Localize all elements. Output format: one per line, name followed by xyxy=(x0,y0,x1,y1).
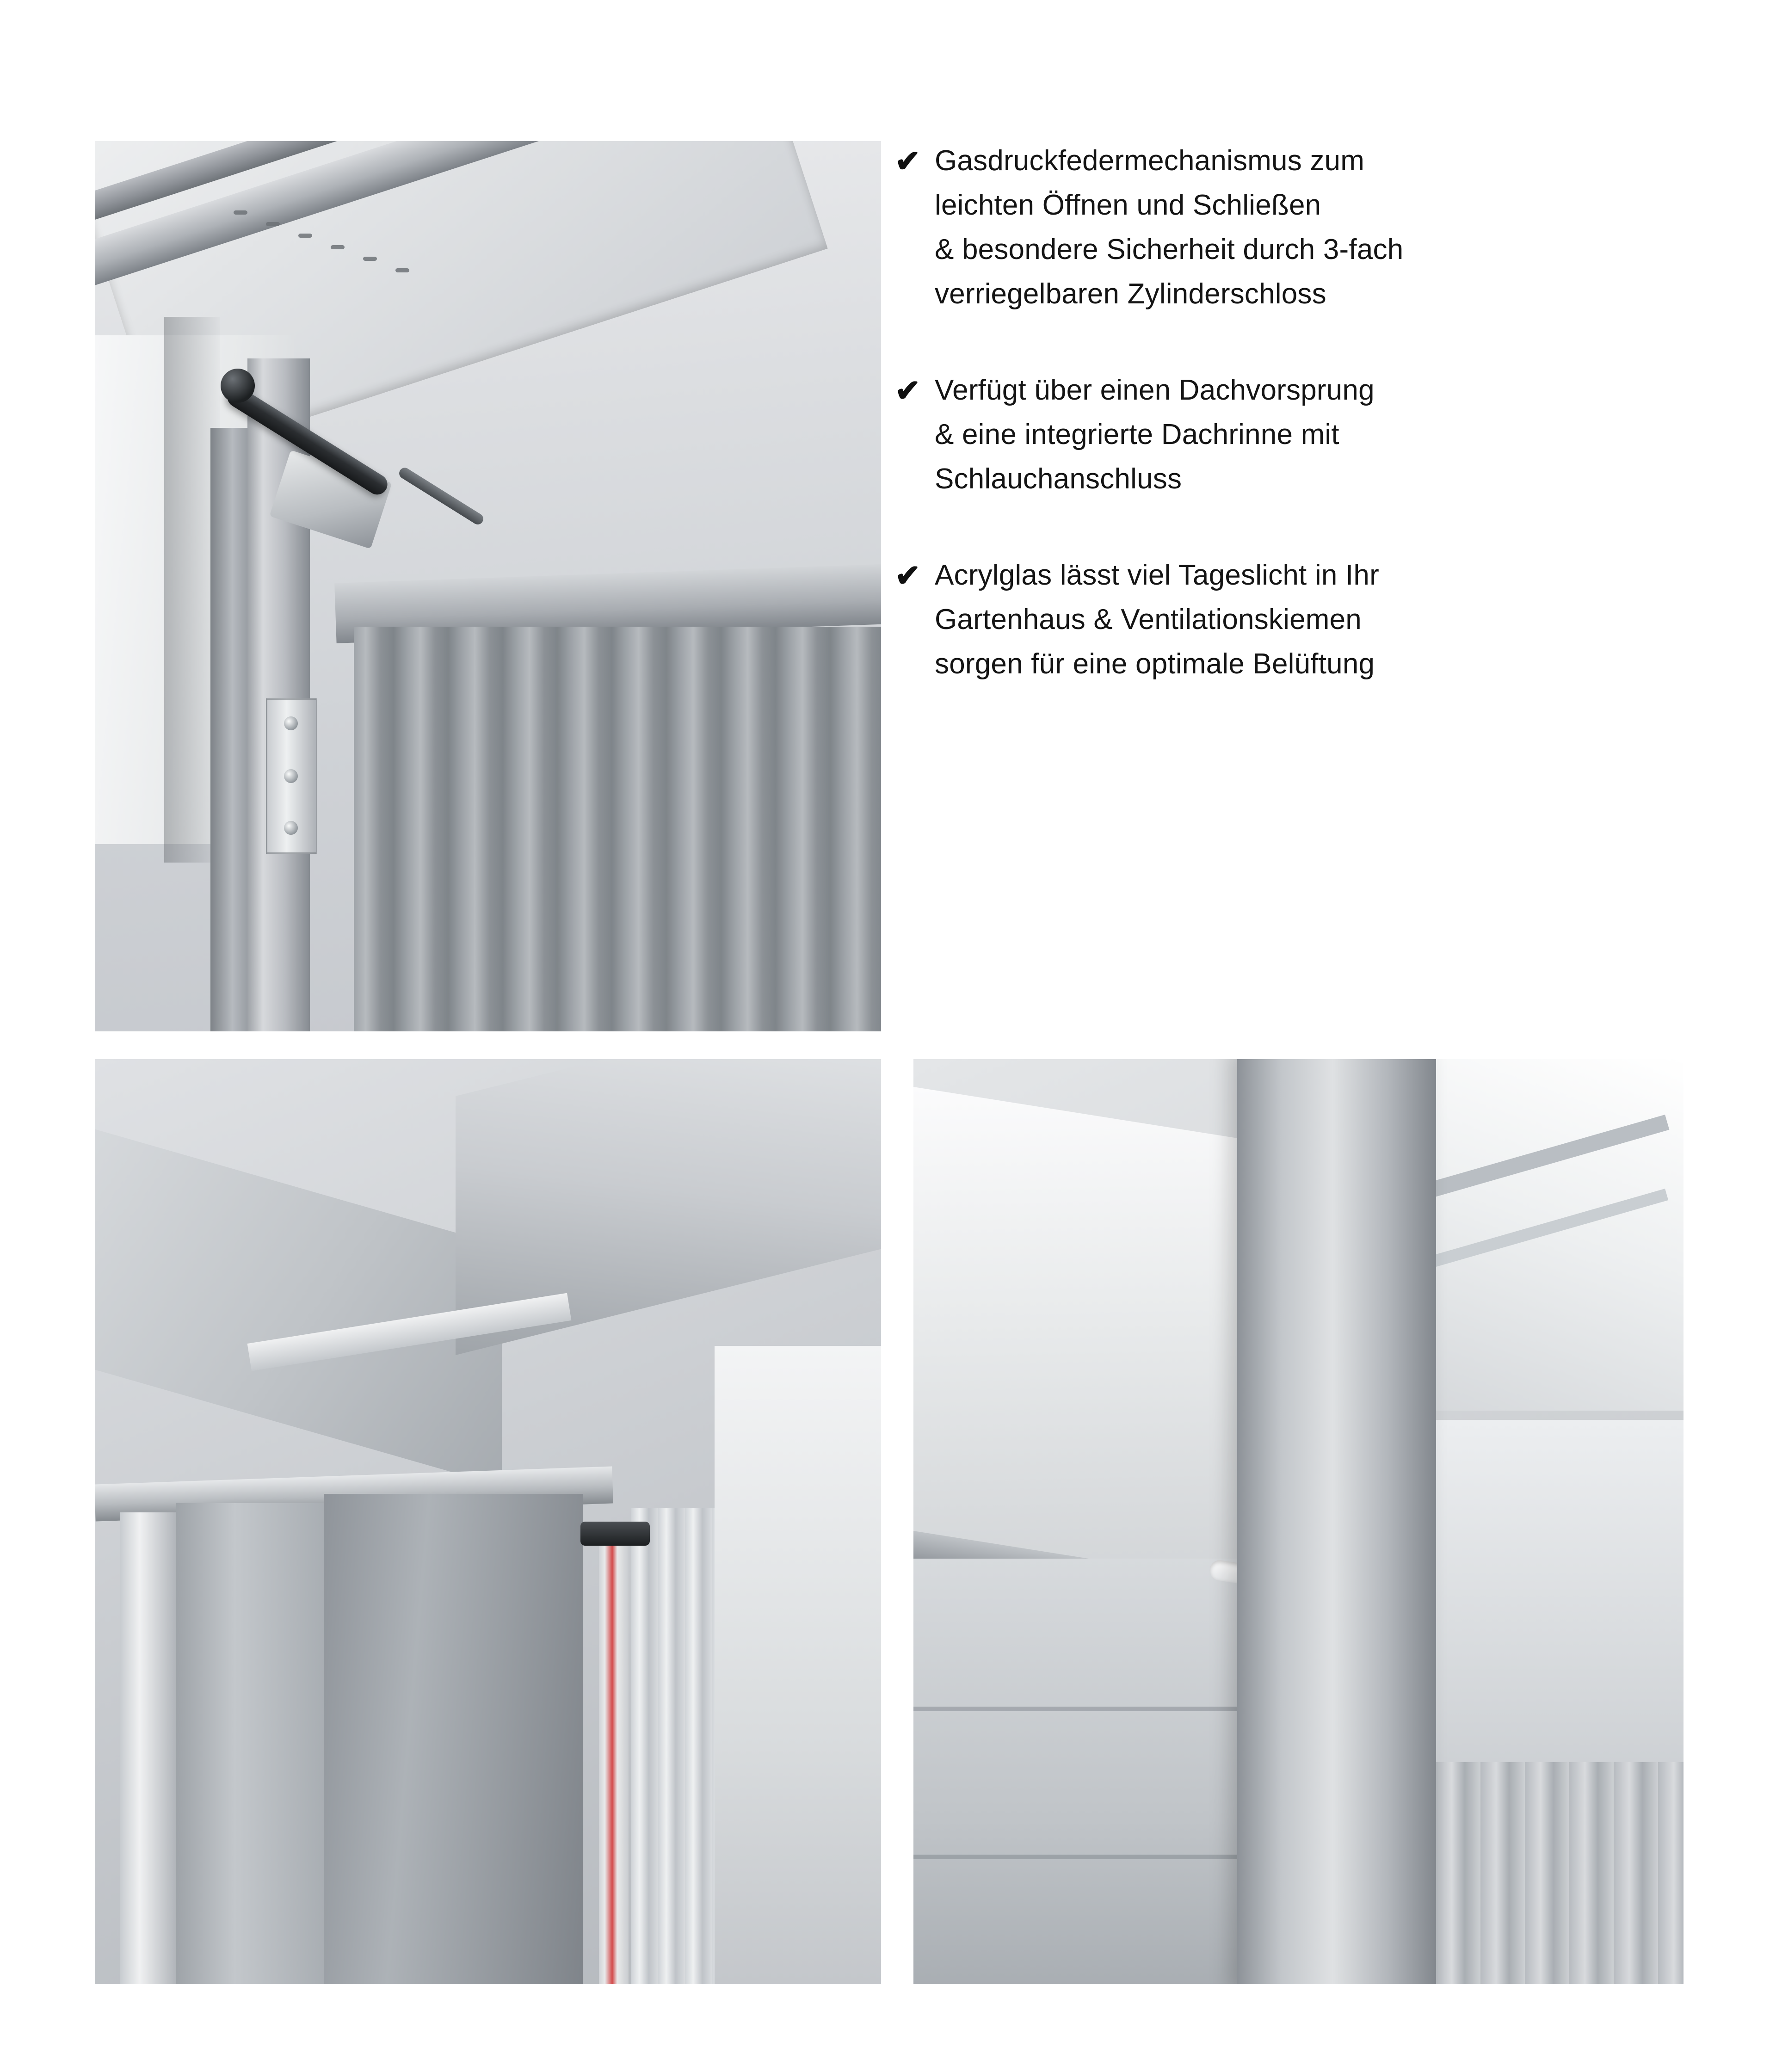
feature-item-text xyxy=(935,139,1709,316)
lower-wall-shape xyxy=(913,1559,1246,1984)
roof-corner-cable-detail-photo xyxy=(95,1059,881,1984)
feature-line: Gasdruckfedermechanismus zum xyxy=(935,145,1365,177)
roof-slope-left-shape xyxy=(95,1124,502,1486)
roof-perforation-shape xyxy=(331,245,345,249)
roof-perforation-shape xyxy=(363,257,377,261)
wall-seam-shape xyxy=(913,1855,1246,1859)
feature-item-acrylic-glass-ventilation xyxy=(895,553,1709,686)
feature-item-gas-spring-lock xyxy=(895,139,1709,316)
cable-shape xyxy=(599,1540,629,1984)
feature-item-roof-overhang-gutter xyxy=(895,368,1709,501)
photo-content xyxy=(913,1059,1684,1984)
hinge-bolt-icon xyxy=(284,716,298,730)
support-column-shape xyxy=(1237,1059,1436,1984)
roof-perforation-shape xyxy=(234,210,247,215)
right-wall-ribs-shape xyxy=(1436,1762,1684,1984)
roof-perforation-shape xyxy=(266,222,280,226)
roof-perforation-shape xyxy=(298,234,312,238)
feature-line: & eine integrierte Dachrinne mit xyxy=(935,419,1339,450)
photo-content xyxy=(95,1059,881,1984)
corner-post-shape xyxy=(120,1512,176,1984)
feature-line: Gartenhaus & Ventilationskiemen xyxy=(935,604,1362,635)
hinge-bolt-icon xyxy=(284,769,298,783)
wall-seam-shape xyxy=(913,1707,1246,1711)
check-icon: ✔ xyxy=(895,144,921,178)
feature-list xyxy=(895,139,1709,686)
feature-line: verriegelbaren Zylinderschloss xyxy=(935,278,1326,310)
feature-item-text xyxy=(935,553,1709,686)
gas-spring-hinge-detail-photo xyxy=(95,141,881,1031)
feature-line: Schlauchanschluss xyxy=(935,463,1182,495)
feature-line: & besondere Sicherheit durch 3-fach xyxy=(935,234,1404,265)
cable-clip-shape xyxy=(580,1522,650,1546)
check-icon: ✔ xyxy=(895,373,921,407)
feature-line: Verfügt über einen Dachvorsprung xyxy=(935,374,1375,406)
gas-spring-joint-shape xyxy=(221,369,255,403)
gas-spring-rod-shape xyxy=(397,466,486,527)
feature-item-text xyxy=(935,368,1709,501)
feature-line: Acrylglas lässt viel Tageslicht in Ihr xyxy=(935,559,1379,591)
background-panel-shape xyxy=(715,1346,881,1984)
feature-line: leichten Öffnen und Schließen xyxy=(935,189,1321,221)
roof-perforation-shape xyxy=(395,268,409,272)
ribbed-wall-shape xyxy=(354,627,881,1031)
feature-line: sorgen für eine optimale Belüftung xyxy=(935,648,1375,680)
wall-panel-large-shape xyxy=(324,1494,583,1984)
hinge-plate-shape xyxy=(266,698,317,854)
column-ventilation-detail-photo xyxy=(913,1059,1684,1984)
check-icon: ✔ xyxy=(895,558,921,592)
wall-panel-shape xyxy=(176,1503,324,1984)
profile-rail-shape xyxy=(631,1508,715,1984)
hinge-bolt-icon xyxy=(284,821,298,835)
